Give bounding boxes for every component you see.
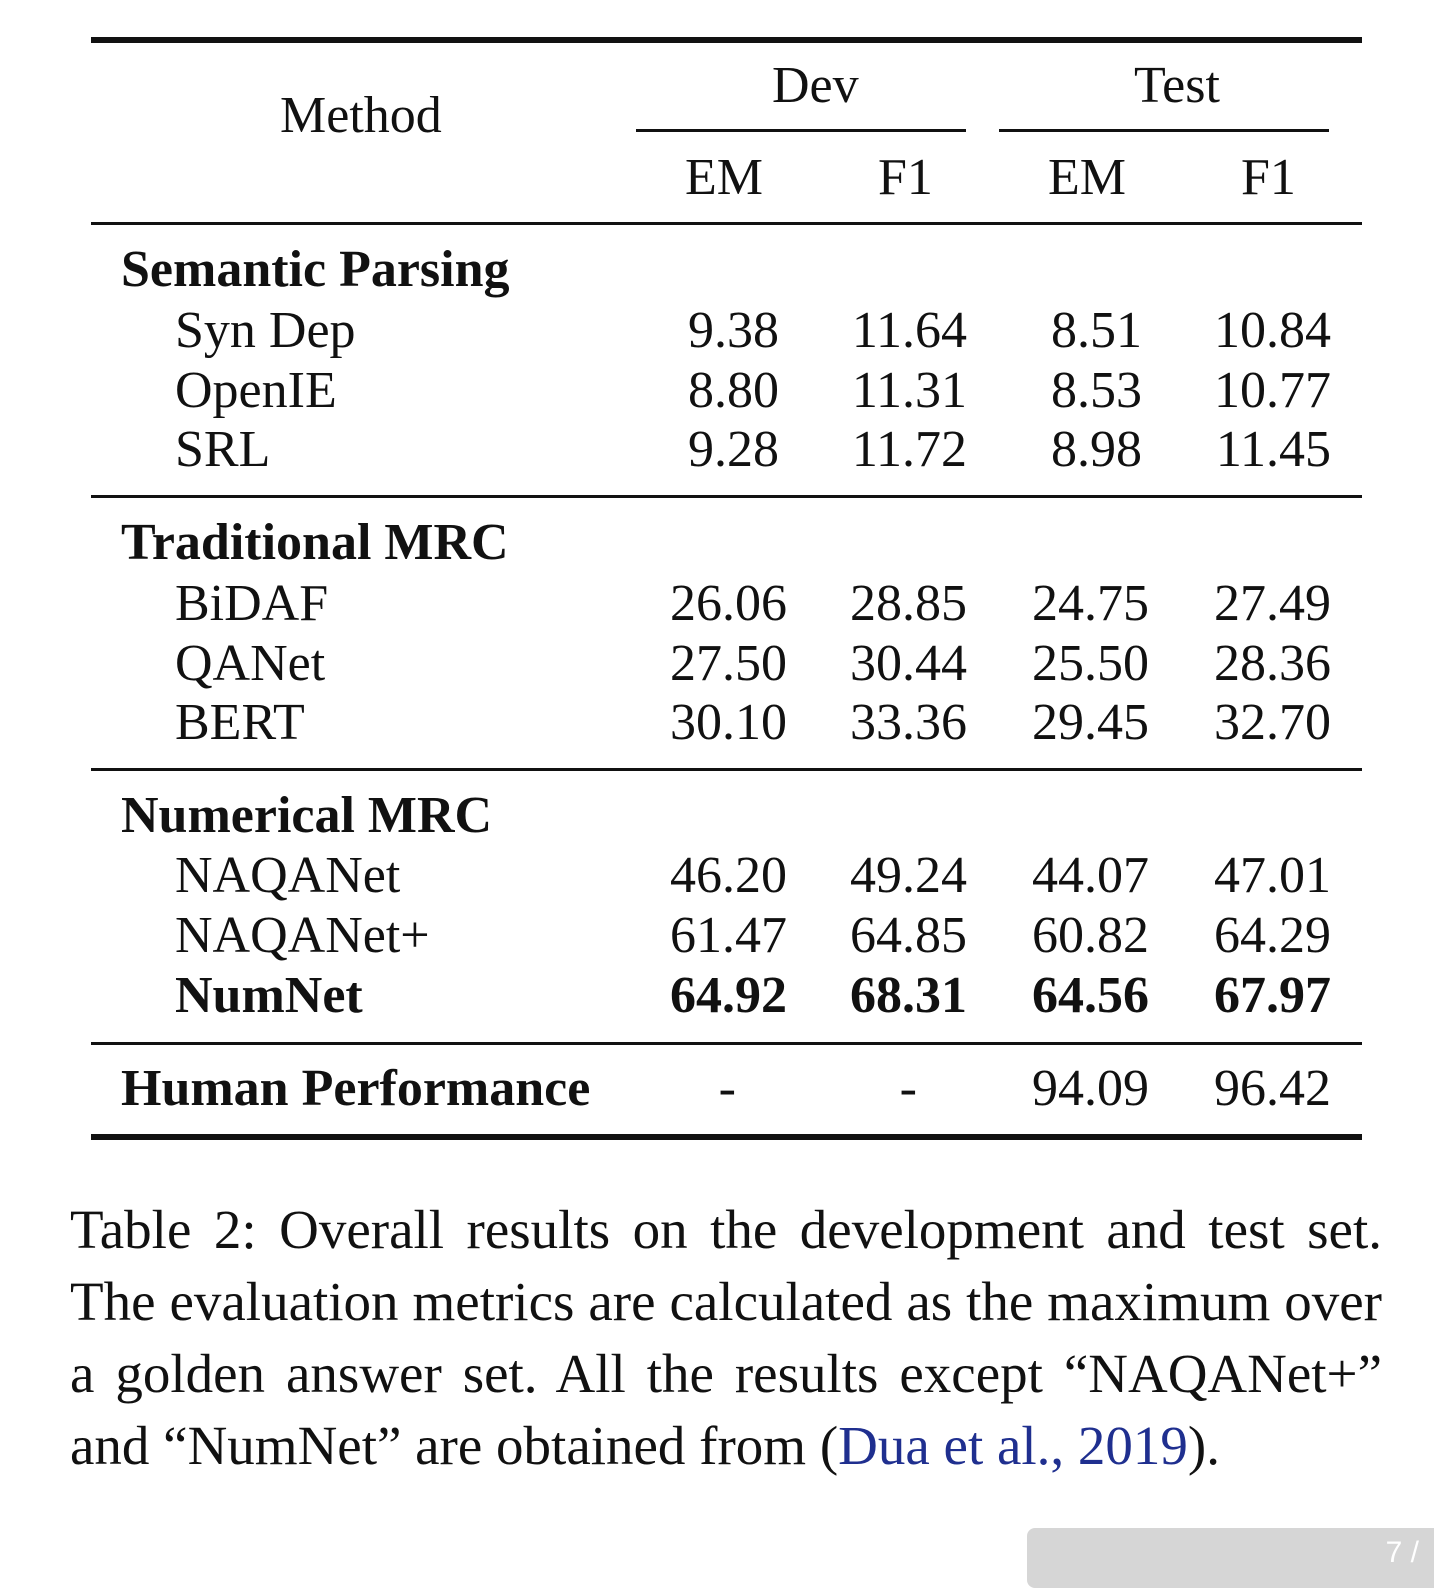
header-dev-em: EM xyxy=(685,149,763,206)
method-name: NAQANet+ xyxy=(175,907,430,964)
test-f1-cell: 28.36 xyxy=(1214,635,1331,692)
dev-f1-cell: 28.85 xyxy=(850,575,967,632)
header-dev-f1: F1 xyxy=(878,149,933,206)
test-em-cell: 24.75 xyxy=(1032,575,1149,632)
header-dev: Dev xyxy=(772,57,859,114)
test-em-cell: 8.98 xyxy=(1051,421,1142,478)
test-f1-cell: 96.42 xyxy=(1214,1060,1331,1117)
table-bottom-rule xyxy=(91,1134,1362,1140)
dev-em-cell: 27.50 xyxy=(670,635,787,692)
table-caption xyxy=(70,1194,1382,1482)
dev-em-cell: 64.92 xyxy=(670,967,787,1024)
dev-em-cell: - xyxy=(718,1060,736,1117)
dev-em-cell: 61.47 xyxy=(670,907,787,964)
dev-em-cell: 30.10 xyxy=(670,694,787,751)
dev-f1-cell: 30.44 xyxy=(850,635,967,692)
test-em-cell: 29.45 xyxy=(1032,694,1149,751)
dev-f1-cell: 33.36 xyxy=(850,694,967,751)
test-f1-cell: 10.84 xyxy=(1214,302,1331,359)
test-em-cell: 8.51 xyxy=(1051,302,1142,359)
dev-em-cell: 8.80 xyxy=(688,362,779,419)
test-cmidrule xyxy=(999,129,1329,132)
test-em-cell: 94.09 xyxy=(1032,1060,1149,1117)
method-name: OpenIE xyxy=(175,362,337,419)
method-name: NAQANet xyxy=(175,847,401,904)
test-f1-cell: 10.77 xyxy=(1214,362,1331,419)
method-name: Syn Dep xyxy=(175,302,356,359)
test-f1-cell: 67.97 xyxy=(1214,967,1331,1024)
header-test-em: EM xyxy=(1048,149,1126,206)
caption-text: Table 2: Overall results on the development and test set. The evaluation metrics are calculated as the maximum over a golden answer set. All the results except “NAQANet+” and “NumNet” are obtained from ( xyxy=(70,1199,1382,1476)
test-em-cell: 60.82 xyxy=(1032,907,1149,964)
test-f1-cell: 64.29 xyxy=(1214,907,1331,964)
dev-f1-cell: 64.85 xyxy=(850,907,967,964)
test-em-cell: 8.53 xyxy=(1051,362,1142,419)
method-name: QANet xyxy=(175,635,326,692)
group-rule xyxy=(91,1042,1362,1045)
dev-f1-cell: - xyxy=(899,1060,917,1117)
method-name: SRL xyxy=(175,421,271,478)
dev-em-cell: 9.38 xyxy=(688,302,779,359)
header-test-f1: F1 xyxy=(1241,149,1296,206)
dev-f1-cell: 11.72 xyxy=(851,421,967,478)
test-f1-cell: 27.49 xyxy=(1214,575,1331,632)
test-em-cell: 25.50 xyxy=(1032,635,1149,692)
header-test: Test xyxy=(1134,57,1220,114)
method-name: NumNet xyxy=(175,967,363,1024)
dev-f1-cell: 49.24 xyxy=(850,847,967,904)
dev-em-cell: 9.28 xyxy=(688,421,779,478)
dev-f1-cell: 68.31 xyxy=(850,967,967,1024)
caption-tail: ). xyxy=(1187,1415,1220,1476)
test-em-cell: 44.07 xyxy=(1032,847,1149,904)
group-title: Semantic Parsing xyxy=(121,241,510,298)
dev-f1-cell: 11.64 xyxy=(851,302,967,359)
dev-f1-cell: 11.31 xyxy=(851,362,967,419)
dev-cmidrule xyxy=(636,129,966,132)
method-name: Human Performance xyxy=(121,1060,591,1117)
method-name: BERT xyxy=(175,694,305,751)
test-f1-cell: 32.70 xyxy=(1214,694,1331,751)
test-f1-cell: 11.45 xyxy=(1215,421,1331,478)
method-name: BiDAF xyxy=(175,575,329,632)
group-rule xyxy=(91,768,1362,771)
group-title: Numerical MRC xyxy=(121,787,493,844)
group-title: Traditional MRC xyxy=(121,514,509,571)
page-number: 7 / xyxy=(1385,1536,1419,1569)
citation-link[interactable]: Dua et al., 2019 xyxy=(838,1415,1188,1476)
test-em-cell: 64.56 xyxy=(1032,967,1149,1024)
page-indicator xyxy=(1027,1528,1434,1588)
group-rule xyxy=(91,495,1362,498)
dev-em-cell: 26.06 xyxy=(670,575,787,632)
table-top-rule xyxy=(91,37,1362,43)
header-rule xyxy=(91,222,1362,225)
header-method: Method xyxy=(280,87,442,144)
dev-em-cell: 46.20 xyxy=(670,847,787,904)
test-f1-cell: 47.01 xyxy=(1214,847,1331,904)
